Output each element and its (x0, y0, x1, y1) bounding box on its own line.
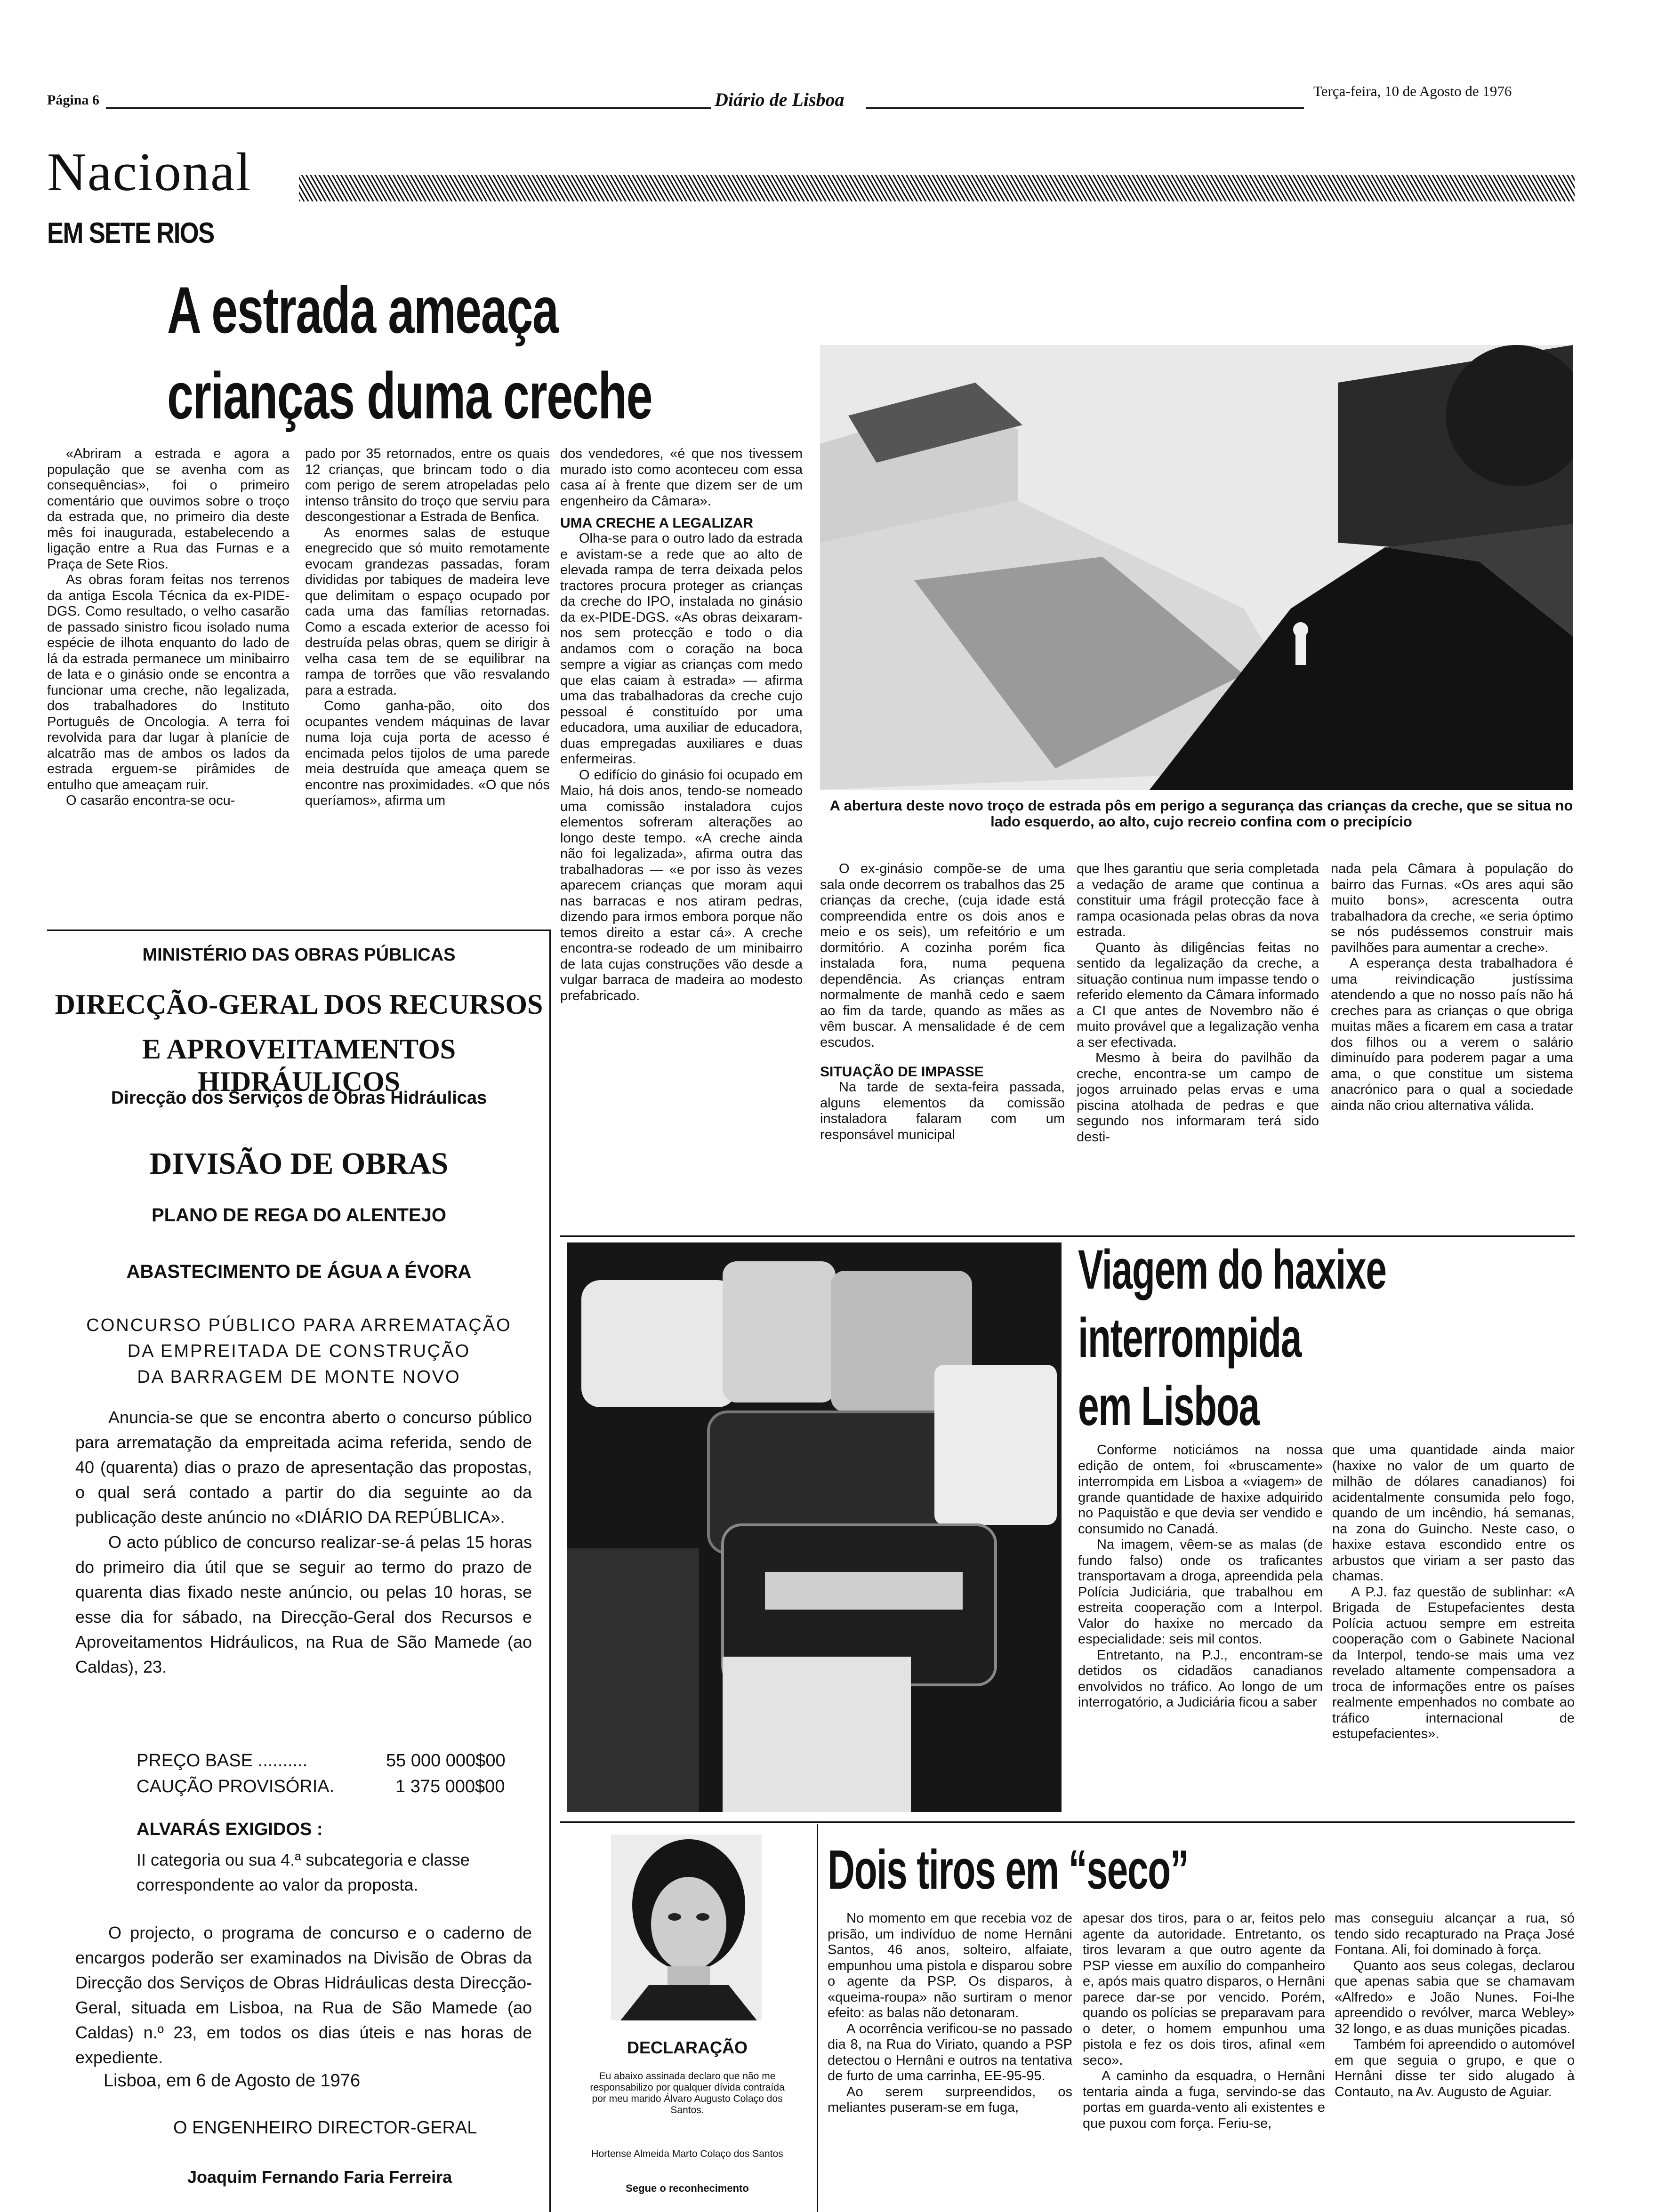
header-rule-right (866, 107, 1304, 109)
article3-column-2: apesar dos tiros, para o ar, feitos pelo agente da autoridade. Entretanto, os tiros levaram a que outro agente da PSP viesse em auxílio do companheiro e, após mais quatro disparos, o Hernâni parece dar-se por vencido. Porém, quando os polícias se preparavam para o deter, o homem empunhou uma pistola e fez os dois tiros, afinal «em seco». A caminho da esquadra, o Hernâni tentaria ainda a fuga, servindo-se das portas em guarda-vento ali existentes e que puxou com força. Feriu-se, (1083, 1911, 1325, 2131)
advert-body: Anuncia-se que se encontra aberto o concurso público para arrematação da empreitada acima referida, sendo de 40 (quarenta) dias o prazo de apresentação das propostas, o qual será contado a partir do dia seguinte ao da publicação deste anúncio no «DIÁRIO DA REPÚBLICA». O acto público de concurso realizar-se-á pelas 15 horas do primeiro dia útil que se seguir ao termo do prazo de quarenta dias fixado neste anúncio, ou pelas 10 horas, se esse dia for sábado, na Direcção-Geral dos Recursos e Aproveitamentos Hidráulicos, na Rua de São Mamede (ao Caldas), 23. (75, 1408, 532, 1676)
page-number: Página 6 (47, 92, 99, 108)
article2-top-rule (560, 1235, 1575, 1237)
article3-headline: Dois tiros em “seco” (828, 1839, 1189, 1901)
advert-signer-title: O ENGENHEIRO DIRECTOR-GERAL (173, 2118, 477, 2138)
advert-supply: ABASTECIMENTO DE ÁGUA A ÉVORA (126, 1261, 472, 1282)
section-title: Nacional (47, 142, 252, 202)
advert-permits-title: ALVARÁS EXIGIDOS : (137, 1819, 323, 1839)
advert-ministry: MINISTÉRIO DAS OBRAS PÚBLICAS (142, 945, 456, 965)
advert-body-2: O projecto, o programa de concurso e o caderno de encargos poderão ser examinados na Divisão de Obras da Direcção dos Serviços de Obras Hidráulicas desta Direcção-Geral, situada em Lisboa, na Rua de São Mamede (ao Caldas) n.º 23, em todos os dias úteis e nas horas de expediente. (75, 1923, 532, 2067)
declaration-top-rule (560, 1821, 1575, 1823)
article3-column-3: mas conseguiu alcançar a rua, só tendo sido recapturado na Praça José Fontana. Ali, foi dominado à força. Quanto aos seus colegas, declarou que apenas sabia que se chamavam «Alfredo» e João Nunes. Foi-lhe apreendido o revólver, marca Webley» 32 longo, e as duas munições picadas. Também foi apreendido o automóvel em que seguia o grupo, e que o Hernâni disse ter sido alugado à Contauto, na Av. Augusto de Aguiar. (1335, 1911, 1575, 2100)
header-rule-left (106, 107, 711, 109)
article1-headline-line1: A estrada ameaça (167, 273, 558, 347)
advert-dg-line1: DIRECÇÃO-GERAL DOS RECURSOS (55, 989, 543, 1020)
advert-bond-value: 1 375 000$00 (395, 1777, 505, 1796)
suitcases-photo (567, 1242, 1062, 1812)
article2-column-2: que uma quantidade ainda maior (haxixe no valor de um quarto de milhão de dólares canadianos) foi acidentalmente consumida pelo fogo, quando de um incêndio, há semanas, na zona do Guincho. Neste caso, o haxixe estava escondido entre os arbustos que viriam a ser pasto das chamas. A P.J. faz questão de sublinhar: «A Brigada de Estupefacientes desta Polícia actuou sempre em estreita cooperação com o Gabinete Nacional da Interpol, tendo-se mais uma vez revelado altamente compensadora a troca de informações entre os países realmente empenhados no combate ao tráfico internacional de estupefacientes». (1332, 1443, 1575, 1741)
portrait-photo (611, 1835, 762, 2020)
subhead-impasse: SITUAÇÃO DE IMPASSE (820, 1064, 984, 1080)
advert-place-date: Lisboa, em 6 de Agosto de 1976 (104, 2071, 361, 2091)
article1-column-6: nada pela Câmara à população do bairro das Furnas. «Os ares aqui são muito bons», acrescenta outra trabalhadora da creche, «e seria óptimo se nós pudéssemos construir mais pavilhões para aumentar a creche». A esperança desta trabalhadora é uma reivindicação justíssima atendendo a que no nosso país não há creches para as crianças o que obriga muitas mães a ficarem em casa a tratar dos filhos ou a verem o salário diminuído para poderem pagar a uma ama, o que constitue um sistema anacrónico para o qual a sociedade ainda não criou alternativa válida. (1331, 861, 1573, 1113)
declaration-footer: Segue o reconhecimento (626, 2182, 749, 2194)
declaration-signature: Hortense Almeida Marto Colaço dos Santos (591, 2148, 783, 2159)
article1-column-4: O ex-ginásio compõe-se de uma sala onde decorrem os trabalhos das 25 crianças da creche, (cuja idade está compreendida entre os dois anos e meio e os seis), um refeitório e um dormitório. A cozinha porém fica instalada fora, numa pequena dependência. As crianças entram normalmente de manhã cedo e saem ao fim da tarde, quando as mães as vêm buscar. A mensalidade é de cem escudos. SITUAÇÃO DE IMPASSE Na tarde de sexta-feira passada, alguns elementos da comissão instaladora falaram com um responsável municipal (820, 861, 1065, 1142)
advert-signer-name: Joaquim Fernando Faria Ferreira (187, 2167, 452, 2187)
advert-price-value: 55 000 000$00 (386, 1751, 506, 1771)
advert-dg-line2: E APROVEITAMENTOS HIDRÁULICOS (142, 1034, 456, 1097)
advert-plan: PLANO DE REGA DO ALENTEJO (152, 1205, 446, 1226)
road-photo (820, 345, 1573, 790)
article1-column-1: «Abriram a estrada e agora a população que se avenha com as consequências», foi o primeiro comentário que ouvimos sobre o troço da estrada que, no primeiro dia deste mês foi inaugurada, estabelecendo a ligação entre a Rua das Furnas e a Praça de Sete Rios. As obras foram feitas nos terrenos da antiga Escola Técnica da ex-PIDE-DGS. Como resultado, o velho casarão de passado sinistro ficou isolado numa espécie de ilhota enquanto do lado de lá da estrada permanece um minibairro de lata e o ginásio onde se encontra a funcionar uma creche, não legalizada, dos trabalhadores do Instituto Português de Oncologia. A terra foi revolvida para dar lugar à planície de alcatrão mas de ambos os lados da estrada erguem-se pirâmides de entulho que ameaçam ruir. O casarão encontra-se ocu- (47, 446, 290, 808)
article1-column-2: pado por 35 retornados, entre os quais 12 crianças, que brincam todo o dia com perigo de serem atropeladas pelo intenso trânsito do troço que serviu para descongestionar a Estrada de Benfica. As enormes salas de estuque enegrecido que só muito remotamente evocam grandezas passadas, foram divididas por tabiques de madeira leve que delimitam o espaço ocupado por cada uma das famílias retornadas. Como a escada exterior de acesso foi destruída pelas obras, quem se dirigir à velha casa tem de se equilibrar na rampa de torrões que vão resvalando para a estrada. Como ganha-pão, oito dos ocupantes vendem máquinas de lavar numa loja cuja porta de acesso é encimada pelos tijolos de uma parede meia destruída que ameaça quem se encontre nas proximidades. «O que nós queríamos», afirma um (305, 446, 550, 808)
advert-contest-line2: DA EMPREITADA DE CONSTRUÇÃO (127, 1341, 471, 1361)
article1-column-3: dos vendedores, «é que nos tivessem murado isto como aconteceu com essa casa aí à frente que dizem ser de um engenheiro da Câmara». UMA CRECHE A LEGALIZAR Olha-se para o outro lado da estrada e avistam-se a rede que ao alto de elevada rampa de terra deixada pelos tractores procura proteger as crianças da creche do IPO, instalada no ginásio da ex-PIDE-DGS. «As obras deixaram-nos sem protecção e todo o dia andamos com o coração na boca sempre a vigiar as crianças com medo que elas caiam à estrada» — afirma uma das trabalhadoras da creche cujo pessoal é constituído por uma educadora, uma auxiliar de educadora, duas empregadas auxiliares e duas enfermeiras. O edifício do ginásio foi ocupado em Maio, há dois anos, tendo-se nomeado uma comissão instaladora cujos elementos sofreram alterações ao longo deste tempo. «A creche ainda não foi legalizada», afirma outra das trabalhadoras — «e por isso às vezes aparecem crianças que moram aqui nas barracas e nos atiram pedras, dizendo para irmos embora porque não temos direito a estar cá». A creche encontra-se rodeado de um minibairro de lata cujas construções vão desde a vulgar barraca de madeira ao modesto prefabricado. (560, 446, 803, 1003)
subhead-creche: UMA CRECHE A LEGALIZAR (560, 515, 753, 531)
advert-permits-text: II categoria ou sua 4.ª subcategoria e classe correspondente ao valor da proposta. (137, 1850, 470, 1894)
advert-direction: Direcção dos Serviços de Obras Hidráulicas (111, 1088, 487, 1108)
advert-contest-line3: DA BARRAGEM DE MONTE NOVO (137, 1367, 461, 1387)
article2-headline-line1: Viagem do haxixe (1078, 1239, 1386, 1301)
article1-headline-line2: crianças duma creche (167, 359, 652, 433)
advert-price-label: PREÇO BASE .......... (137, 1751, 308, 1771)
masthead: Diário de Lisboa (715, 89, 845, 110)
section-hatch-rule (299, 175, 1575, 201)
declaration-title: DECLARAÇÃO (627, 2038, 748, 2057)
article2-column-1: Conforme noticiámos na nossa edição de ontem, foi «bruscamente» interrompida em Lisboa a «viagem» de grande quantidade de haxixe adquirido no Paquistão e que devia ser vendido e consumido no Canadá. Na imagem, vêem-se as malas (de fundo falso) onde os traficantes transportavam a droga, apreendida pela Polícia Judiciária, que trabalhou em estreita cooperação com a Interpol. Valor do haxixe no mercado da especialidade: seis mil contos. Entretanto, na P.J., encontram-se detidos os cidadãos canadianos envolvidos no tráfico. Ao longo de um interrogatório, a Judiciária ficou a saber (1078, 1443, 1323, 1710)
advert-contest-line1: CONCURSO PÚBLICO PARA ARREMATAÇÃO (86, 1315, 512, 1335)
declaration-side-rule (817, 1824, 818, 2212)
article1-kicker: EM SETE RIOS (47, 217, 214, 249)
advert-division: DIVISÃO DE OBRAS (149, 1146, 449, 1181)
article2-headline-line2: interrompida (1078, 1307, 1302, 1369)
article1-column-5: que lhes garantiu que seria completada a vedação de arame que continua a constituir uma frágil protecção face à rampa ocasionada pelas obras da nova estrada. Quanto às diligências feitas no sentido da legalização da creche, a situação continua num impasse tendo o referido elemento da Câmara informado a CI que antes de Novembro não é muito provável que a legalização venha a ser efectivada. Mesmo à beira do pavilhão da creche, encontra-se um campo de jogos arruinado pelas ervas e uma piscina atolhada de pedras e que segundo nos informaram terá sido desti- (1077, 861, 1319, 1145)
advert-bond-label: CAUÇÃO PROVISÓRIA. (137, 1777, 335, 1796)
declaration-text: Eu abaixo assinada declaro que não me responsabilizo por qualquer dívida contraída por meu marido Álvaro Augusto Colaço dos Santos. (590, 2071, 785, 2116)
article2-headline-line3: em Lisboa (1078, 1375, 1259, 1437)
road-photo-caption: A abertura deste novo troço de estrada pôs em perigo a segurança das crianças da creche, que se situa no lado esquerdo, ao alto, cujo recreio confina com o precipício (829, 797, 1573, 830)
article3-column-1: No momento em que recebia voz de prisão, um indivíduo de nome Hernâni Santos, 46 anos, solteiro, alfaiate, empunhou uma pistola e disparou sobre o agente da PSP. Os disparos, à «queima-roupa» não surtiram o menor efeito: as balas não detonaram. A ocorrência verificou-se no passado dia 8, na Rua do Viriato, quando a PSP detectou o Hernâni e outros na tentativa de furto de uma carrinha, EE-95-95. Ao serem surpreendidos, os meliantes puseram-se em fuga, (828, 1911, 1072, 2115)
issue-date: Terça-feira, 10 de Agosto de 1976 (1313, 83, 1512, 99)
